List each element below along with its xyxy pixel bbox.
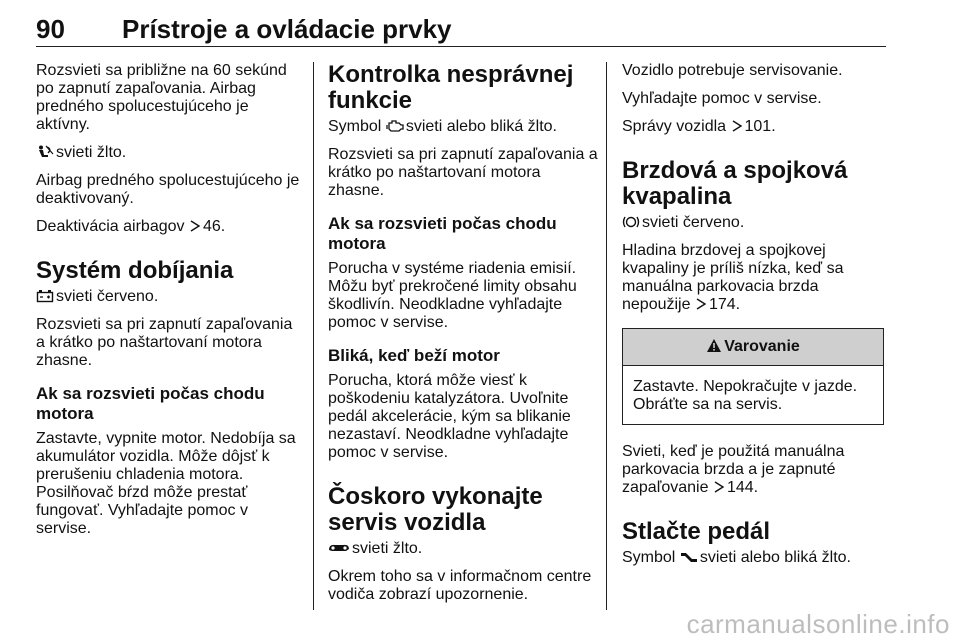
section-heading: Brzdová a spojková kvapalina [622,157,848,210]
paragraph: Zastavte, vypnite motor. Nedobíja sa akumulátor vozidla. Môže dôjsť k prerušeniu chladenia motora. Posilňovač bŕzd môže prestať fungovať. Vyhľadajte pomoc v servise. [36,430,296,537]
warning-body [623,366,883,424]
column-divider-2 [606,62,607,610]
watermark: carmanualsonline.info [686,609,950,639]
page-header [36,0,886,50]
reference-arrow-icon [695,297,707,311]
warning-triangle-icon [706,331,722,367]
column-3 [622,62,884,577]
paragraph: svieti žlto. [36,144,300,162]
paragraph: Porucha, ktorá môže viesť k poškodeniu katalyzátora. Uvoľnite pedál akcelerácie, kým sa blikanie nezastaví. Neodkladne vyhľadajte pomoc v servise. [328,372,571,461]
reference-arrow-icon [731,119,743,133]
warning-text: Zastavte. Nepokračujte v jazde. Obráťte sa na servis. [633,378,858,413]
paragraph: Okrem toho sa v informačnom centre vodiča zobrazí upozornenie. [328,568,592,603]
page-title: Prístroje a ovládacie prvky [122,14,452,44]
paragraph: Správy vozidla 101. [622,118,776,135]
paragraph: Deaktivácia airbagov 46. [36,218,226,235]
subsection-heading: Ak sa rozsvieti počas chodu motora [36,384,265,423]
wrench-icon [328,541,350,555]
paragraph: Svieti, keď je použitá manuálna parkovacia brzda a je zapnuté zapaľovanie 144. [622,443,845,496]
paragraph: Porucha v systéme riadenia emisií. Môžu byť prekročené limity obsahu škodlivín. Neodkladne vyhľadajte pomoc v servise. [328,260,577,331]
paragraph: svieti žlto. [328,540,598,558]
reference-arrow-icon [189,219,201,233]
paragraph: Symbol svieti alebo bliká žlto. [622,549,851,566]
paragraph: Rozsvieti sa približne na 60 sekúnd po zapnutí zapaľovania. Airbag predného spolucestujúceho je aktívny. [36,62,287,133]
paragraph: Hladina brzdovej a spojkovej kvapaliny je príliš nízka, keď sa manuálna parkovacia brzda nepoužije 174. [622,242,844,313]
engine-check-icon [386,119,404,133]
paragraph: Rozsvieti sa pri zapnutí zapaľovania a krátko po naštartovaní motora zhasne. [328,146,598,199]
reference-arrow-icon [713,480,725,494]
warning-title: Varovanie [724,338,800,355]
section-heading: Systém dobíjania [36,257,234,284]
section-heading: Čoskoro vykonajte servis vozidla [328,483,543,536]
header-divider [36,46,886,47]
battery-icon [36,289,54,303]
column-2 [328,62,598,614]
paragraph: svieti červeno. [622,214,884,232]
warning-box [622,328,884,425]
paragraph: Rozsvieti sa pri zapnutí zapaľovania a krátko po naštartovaní motora zhasne. [36,316,293,369]
pedal-icon [680,550,698,564]
page-number: 90 [36,14,65,44]
column-divider-1 [313,62,314,610]
section-heading: Kontrolka nesprávnej funkcie [328,61,574,114]
section-heading: Stlačte pedál [622,518,771,545]
paragraph: Vozidlo potrebuje servisovanie. [622,62,843,79]
paragraph: Airbag predného spolucestujúceho je deaktivovaný. [36,172,300,207]
subsection-heading: Bliká, keď beží motor [328,346,500,365]
airbag-off-icon [36,145,54,159]
paragraph: Symbol svieti alebo bliká žlto. [328,118,557,135]
warning-header [623,329,883,366]
brake-icon [622,215,640,229]
paragraph: svieti červeno. [36,288,300,306]
subsection-heading: Ak sa rozsvieti počas chodu motora [328,214,557,253]
paragraph: Vyhľadajte pomoc v servise. [622,90,822,107]
column-1 [36,62,300,548]
